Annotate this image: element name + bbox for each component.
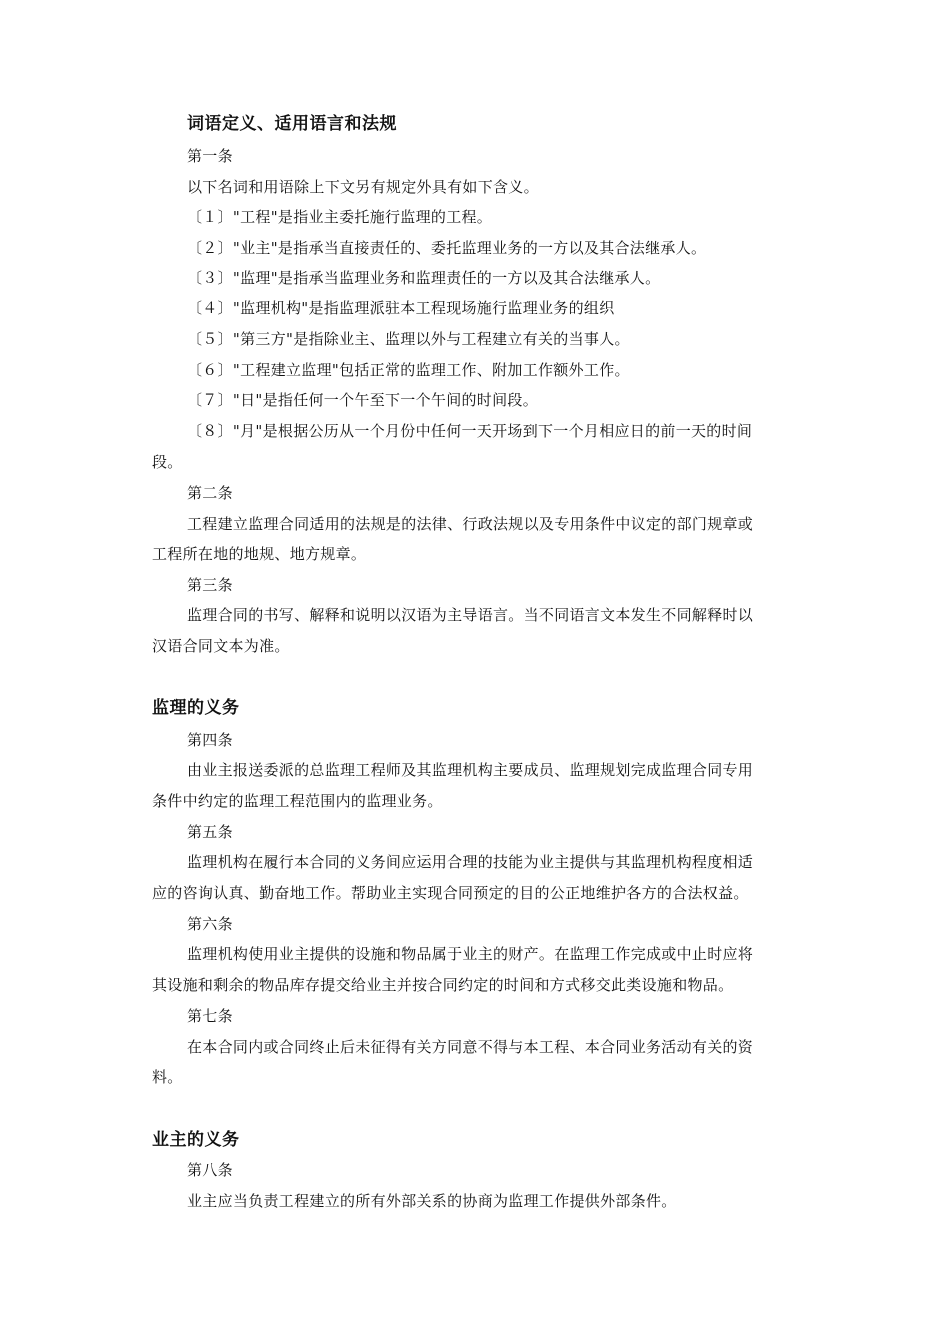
- article-text: 监理合同的书写、解释和说明以汉语为主导语言。当不同语言文本发生不同解释时以: [187, 606, 754, 624]
- definition-item-continued: 段。: [152, 453, 183, 471]
- article-title: 第四条: [187, 731, 233, 749]
- article-text-continued: 料。: [152, 1068, 183, 1086]
- article-title: 第七条: [187, 1007, 233, 1025]
- article-title: 第一条: [187, 147, 233, 165]
- article-text: 监理机构使用业主提供的设施和物品属于业主的财产。在监理工作完成或中止时应将: [187, 945, 754, 963]
- article-text-continued: 其设施和剩余的物品库存提交给业主并按合同约定的时间和方式移交此类设施和物品。: [152, 976, 734, 994]
- article-text: 监理机构在履行本合同的义务间应运用合理的技能为业主提供与其监理机构程度相适: [187, 853, 754, 871]
- definition-item: 〔２〕"业主"是指承当直接责任的、委托监理业务的一方以及其合法继承人。: [187, 239, 707, 257]
- article-text-continued: 应的咨询认真、勤奋地工作。帮助业主实现合同预定的目的公正地维护各方的合法权益。: [152, 884, 749, 902]
- article-text: 由业主报送委派的总监理工程师及其监理机构主要成员、监理规划完成监理合同专用: [187, 761, 754, 779]
- definition-item: 〔４〕"监理机构"是指监理派驻本工程现场施行监理业务的组织: [187, 299, 615, 317]
- definition-item: 〔８〕"月"是根据公历从一个月份中任何一天开场到下一个月相应日的前一天的时间: [187, 422, 753, 440]
- article-text: 工程建立监理合同适用的法规是的法律、行政法规以及专用条件中议定的部门规章或: [187, 515, 754, 533]
- article-text: 以下名词和用语除上下文另有规定外具有如下含义。: [187, 178, 539, 196]
- article-title: 第六条: [187, 915, 233, 933]
- section-heading-owner-duties: 业主的义务: [152, 1130, 240, 1150]
- article-title: 第二条: [187, 484, 233, 502]
- article-title: 第五条: [187, 823, 233, 841]
- article-text-continued: 工程所在地的地规、地方规章。: [152, 545, 367, 563]
- definition-item: 〔１〕"工程"是指业主委托施行监理的工程。: [187, 208, 493, 226]
- definition-item: 〔３〕"监理"是指承当监理业务和监理责任的一方以及其合法继承人。: [187, 269, 661, 287]
- article-text-continued: 条件中约定的监理工程范围内的监理业务。: [152, 792, 443, 810]
- article-text-continued: 汉语合同文本为准。: [152, 637, 290, 655]
- definition-item: 〔５〕"第三方"是指除业主、监理以外与工程建立有关的当事人。: [187, 330, 630, 348]
- article-title: 第三条: [187, 576, 233, 594]
- article-text: 在本合同内或合同终止后未征得有关方同意不得与本工程、本合同业务活动有关的资: [187, 1038, 754, 1056]
- definition-item: 〔７〕"日"是指任何一个午至下一个午间的时间段。: [187, 391, 539, 409]
- definition-item: 〔６〕"工程建立监理"包括正常的监理工作、附加工作额外工作。: [187, 361, 630, 379]
- article-text: 业主应当负责工程建立的所有外部关系的协商为监理工作提供外部条件。: [187, 1192, 677, 1210]
- section-heading-supervisor-duties: 监理的义务: [152, 698, 240, 718]
- article-title: 第八条: [187, 1161, 233, 1179]
- section-heading-definitions: 词语定义、适用语言和法规: [187, 114, 397, 134]
